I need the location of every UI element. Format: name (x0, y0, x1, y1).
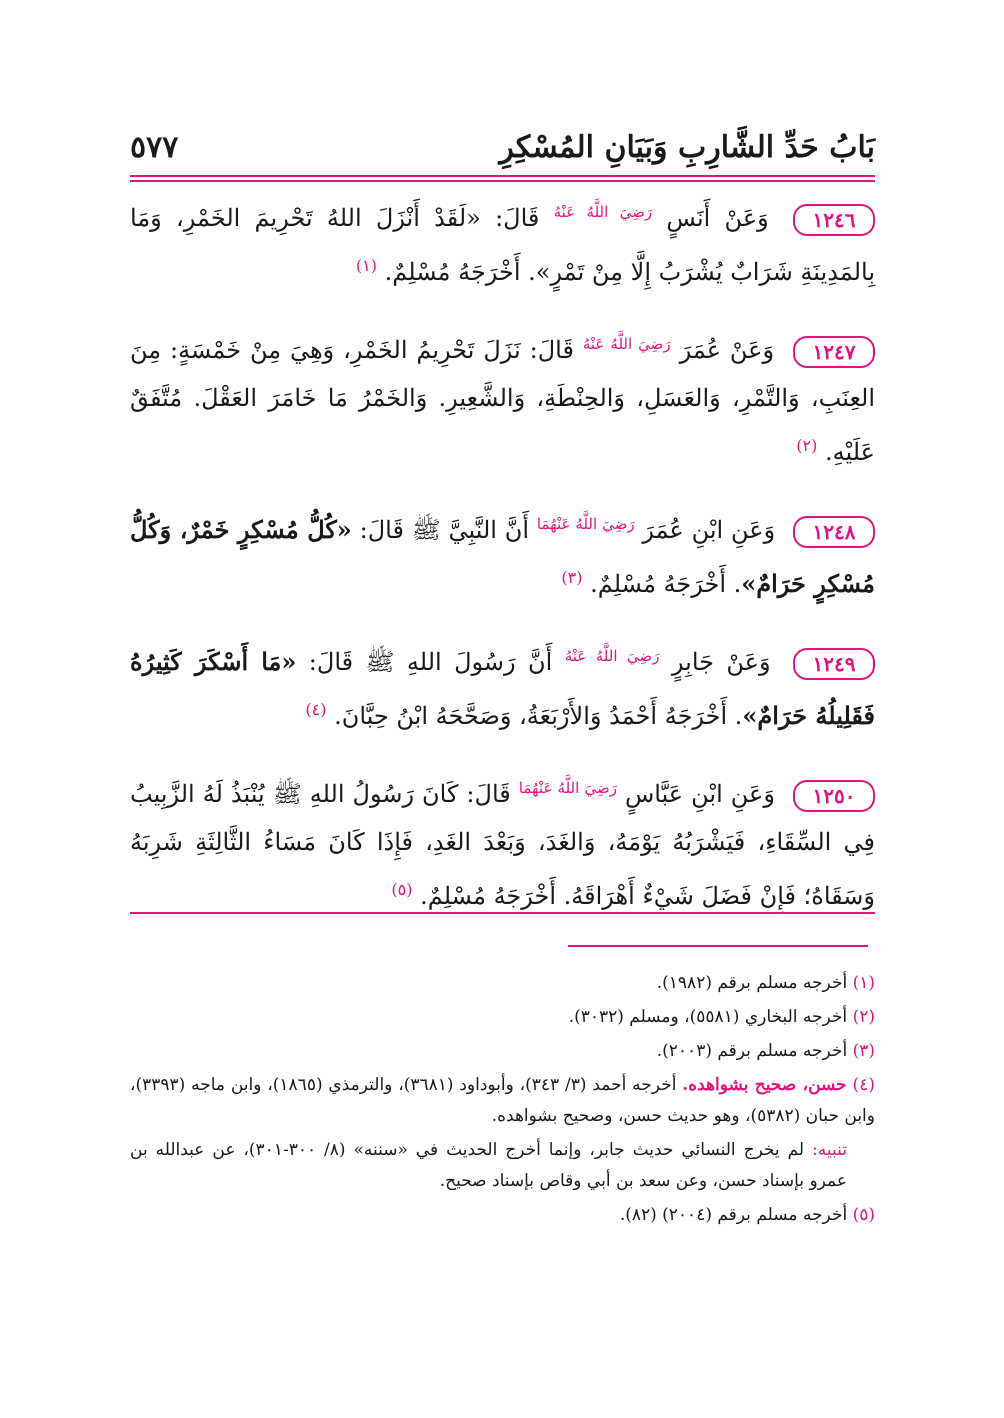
running-header (130, 128, 875, 172)
body-end-rule (130, 912, 875, 914)
footnote-3 (130, 1036, 875, 1067)
footnote-4 (130, 1070, 875, 1132)
hadith-grade: حسن، صحيح بشواهده. (682, 1075, 847, 1095)
footnote-ref: (١) (355, 256, 377, 275)
hadith-number-badge: ١٢٤٩ (793, 648, 875, 680)
hadith-number-badge: ١٢٤٧ (793, 336, 875, 368)
footnote-ref: (٤) (305, 700, 327, 719)
hadith-text: أَنَّ النَّبِيَّ ﷺ قَالَ: (351, 516, 530, 544)
prophetic-quote: «مَا أَسْكَرَ كَثِيرُهُ فَقَلِيلُهُ حَرَامٌ» (130, 647, 875, 730)
honorific-glyph: رَضِيَ اللَّهُ عَنْهُمَا (536, 515, 635, 533)
footnote-text: أخرجه مسلم برقم (٢٠٠٤) (٨٢). (619, 1205, 848, 1225)
note-label: تنبيه: (812, 1140, 847, 1160)
footnote-2 (130, 1002, 875, 1033)
footnote-number: (٥) (852, 1205, 875, 1225)
footnote-number: (٢) (852, 1007, 875, 1027)
hadith-1248 (130, 500, 875, 608)
hadith-narrator: وَعَنْ أَنَسٍ (666, 204, 769, 232)
hadith-1250 (130, 764, 875, 920)
footnotes (130, 968, 875, 1234)
hadith-number-badge: ١٢٥٠ (793, 780, 875, 812)
hadith-number-badge: ١٢٤٨ (793, 516, 875, 548)
footnote-text: أخرجه البخاري (٥٥٨١)، ومسلم (٣٠٣٢). (568, 1007, 848, 1027)
footnote-ref: (٣) (561, 568, 583, 587)
hadith-text: قَالَ: نَزَلَ تَحْرِيمُ الخَمْرِ، وَهِيَ مِنْ خَمْسَةٍ: مِنَ العِنَبِ، وَالتَّمْرِ، وَالعَسَلِ، وَالحِنْطَةِ، وَالشَّعِيرِ. وَالخَمْرُ مَا خَامَرَ العَقْلَ. مُتَّفَقٌ عَلَيْهِ. (130, 336, 875, 466)
hadith-source: . أَخْرَجَهُ مُسْلِمٌ. (590, 570, 742, 598)
hadith-source: . أَخْرَجَهُ أَحْمَدُ وَالأَرْبَعَةُ، وَصَحَّحَهُ ابْنُ حِبَّانَ. (334, 702, 743, 730)
footnote-ref: (٢) (796, 436, 818, 455)
honorific-glyph: رَضِيَ اللَّهُ عَنْهُ (564, 647, 660, 665)
footnote-number: (٣) (852, 1041, 875, 1061)
header-rule-top (130, 175, 875, 177)
footnote-ref: (٥) (391, 880, 413, 899)
hadith-narrator: وَعَنْ جَابِرٍ (671, 648, 771, 676)
hadith-narrator: وَعَنِ ابْنِ عَبَّاسٍ (624, 780, 775, 808)
footnote-text: أخرجه مسلم برقم (٢٠٠٣). (656, 1041, 848, 1061)
footnote-number: (٤) (852, 1075, 875, 1095)
hadith-number-badge: ١٢٤٦ (793, 204, 875, 236)
hadith-text: قَالَ: كَانَ رَسُولُ اللهِ ﷺ يُنْبَذُ لَهُ الزَّبِيبُ فِي السِّقَاءِ، فَيَشْرَبُهُ يَوْمَهُ، وَالغَدَ، وَبَعْدَ الغَدِ، فَإِذَا كَانَ مَسَاءُ الثَّالِثَةِ شَرِبَهُ وَسَقَاهُ؛ فَإِنْ فَضَلَ شَيْءٌ أَهْرَاقَهُ. أَخْرَجَهُ مُسْلِمٌ. (130, 780, 875, 910)
footnote-1 (130, 968, 875, 999)
hadith-1249 (130, 632, 875, 740)
footnote-note (130, 1135, 875, 1197)
footnote-text: أخرجه مسلم برقم (١٩٨٢). (656, 973, 848, 993)
footnote-number: (١) (852, 973, 875, 993)
prophetic-quote: «كُلُّ مُسْكِرٍ خَمْرٌ، وَكُلُّ مُسْكِرٍ حَرَامٌ» (130, 515, 875, 598)
note-text: لم يخرج النسائي حديث جابر، وإنما أخرج الحديث في «سننه» (٨/ ٣٠٠-٣٠١)، عن عبدالله بن عمرو بإسناد حسن، وعن سعد بن أبي وقاص بإسناد صحيح. (130, 1140, 847, 1191)
honorific-glyph: رَضِيَ اللَّهُ عَنْهُ (582, 335, 671, 353)
hadith-text: أَنَّ رَسُولَ اللهِ ﷺ قَالَ: (296, 648, 553, 676)
hadith-text: قَالَ: «لَقَدْ أَنْزَلَ اللهُ تَحْرِيمَ الخَمْرِ، وَمَا بِالمَدِينَةِ شَرَابٌ يُشْرَبُ إِلَّا مِنْ تَمْرٍ». أَخْرَجَهُ مُسْلِمٌ. (130, 204, 875, 286)
hadith-1246 (130, 188, 875, 296)
honorific-glyph: رَضِيَ اللَّهُ عَنْهُ (553, 203, 653, 221)
honorific-glyph: رَضِيَ اللَّهُ عَنْهُمَا (518, 779, 617, 797)
footnote-5 (130, 1200, 875, 1231)
header-rule-bottom (130, 180, 875, 182)
footnote-text: أخرجه أحمد (٣/ ٣٤٣)، وأبوداود (٣٦٨١)، والترمذي (١٨٦٥)، وابن ماجه (٣٣٩٣)، وابن حبان (٥٣٨٢)، وهو حديث حسن، وصحيح بشواهده. (130, 1075, 875, 1126)
hadith-list (130, 188, 875, 944)
footnote-separator (568, 945, 868, 947)
hadith-1247 (130, 320, 875, 476)
page-number: ٥٧٧ (130, 130, 179, 165)
hadith-narrator: وَعَنْ عُمَرَ (679, 336, 775, 364)
hadith-narrator: وَعَنِ ابْنِ عُمَرَ (642, 516, 776, 544)
chapter-title: بَابُ حَدِّ الشَّارِبِ وَبَيَانِ المُسْكِرِ (499, 130, 875, 165)
